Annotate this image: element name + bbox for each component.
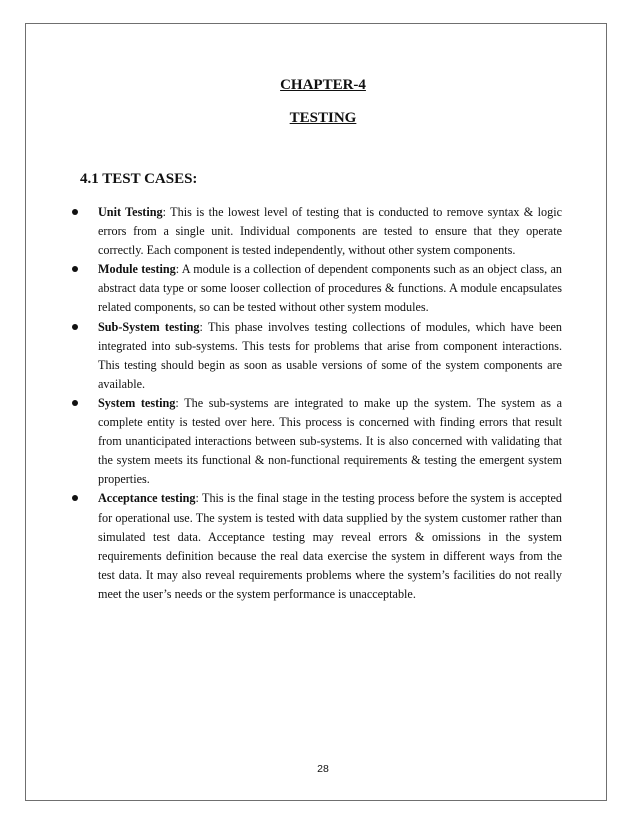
term-description: : This is the lowest level of testing that is conducted to remove syntax & logic errors from a single unit. Individual components are tested to ensure that they operate correctly. Each component is tested independently, without other system components.: [98, 205, 562, 258]
list-item-unit-testing: [72, 203, 562, 260]
section-heading: 4.1 TEST CASES:: [80, 171, 198, 187]
term-label: Acceptance testing: [98, 491, 196, 506]
term-label: Sub-System testing: [98, 319, 200, 334]
list-item-acceptance-testing: [72, 489, 562, 604]
list-item-text: [98, 489, 562, 604]
list-item-module-testing: [72, 260, 562, 317]
bullet-icon: [72, 400, 78, 406]
list-item-text: [98, 203, 562, 260]
list-item-text: [98, 318, 562, 394]
term-label: Module testing: [98, 262, 176, 277]
bullet-icon: [72, 209, 78, 215]
term-label: System testing: [98, 395, 176, 410]
bullet-icon: [72, 324, 78, 330]
term-description: : The sub-systems are integrated to make up the system. The system as a complete entity is tested over here. This process is concerned with finding errors that result from unanticipated interactions between sub-systems. It is also concerned with validating that the system meets its functional & non-functional requirements & testing the emergent system properties.: [98, 395, 562, 487]
term-description: : This phase involves testing collections of modules, which have been integrated into sub-systems. This tests for problems that arise from component interactions. This testing should begin as soon as usable versions of some of the system components are available.: [98, 319, 562, 391]
page-number: 28: [317, 763, 329, 775]
term-description: : This is the final stage in the testing process before the system is accepted for operational use. The system is tested with data supplied by the system customer rather than simulated test data. Acceptance testing may reveal errors & omissions in the system requirements definition because the real data exercise the system in different ways from the test data. It may also reveal requirements problems where the system’s facilities do not really meet the user’s needs or the system performance is unacceptable.: [98, 491, 562, 601]
chapter-heading: CHAPTER-4: [280, 77, 366, 93]
term-label: Unit Testing: [98, 205, 163, 219]
list-item-sub-system-testing: [72, 318, 562, 394]
list-item-system-testing: [72, 394, 562, 489]
test-cases-list: [72, 203, 562, 604]
list-item-text: [98, 260, 562, 317]
term-description: : A module is a collection of dependent components such as an object class, an abstract data type or some looser collection of procedures & functions. A module encapsulates related components, so can be tested without other system modules.: [98, 262, 563, 315]
chapter-subheading: TESTING: [289, 110, 357, 126]
list-item-text: [98, 394, 562, 489]
bullet-icon: [72, 266, 78, 272]
bullet-icon: [72, 495, 78, 501]
